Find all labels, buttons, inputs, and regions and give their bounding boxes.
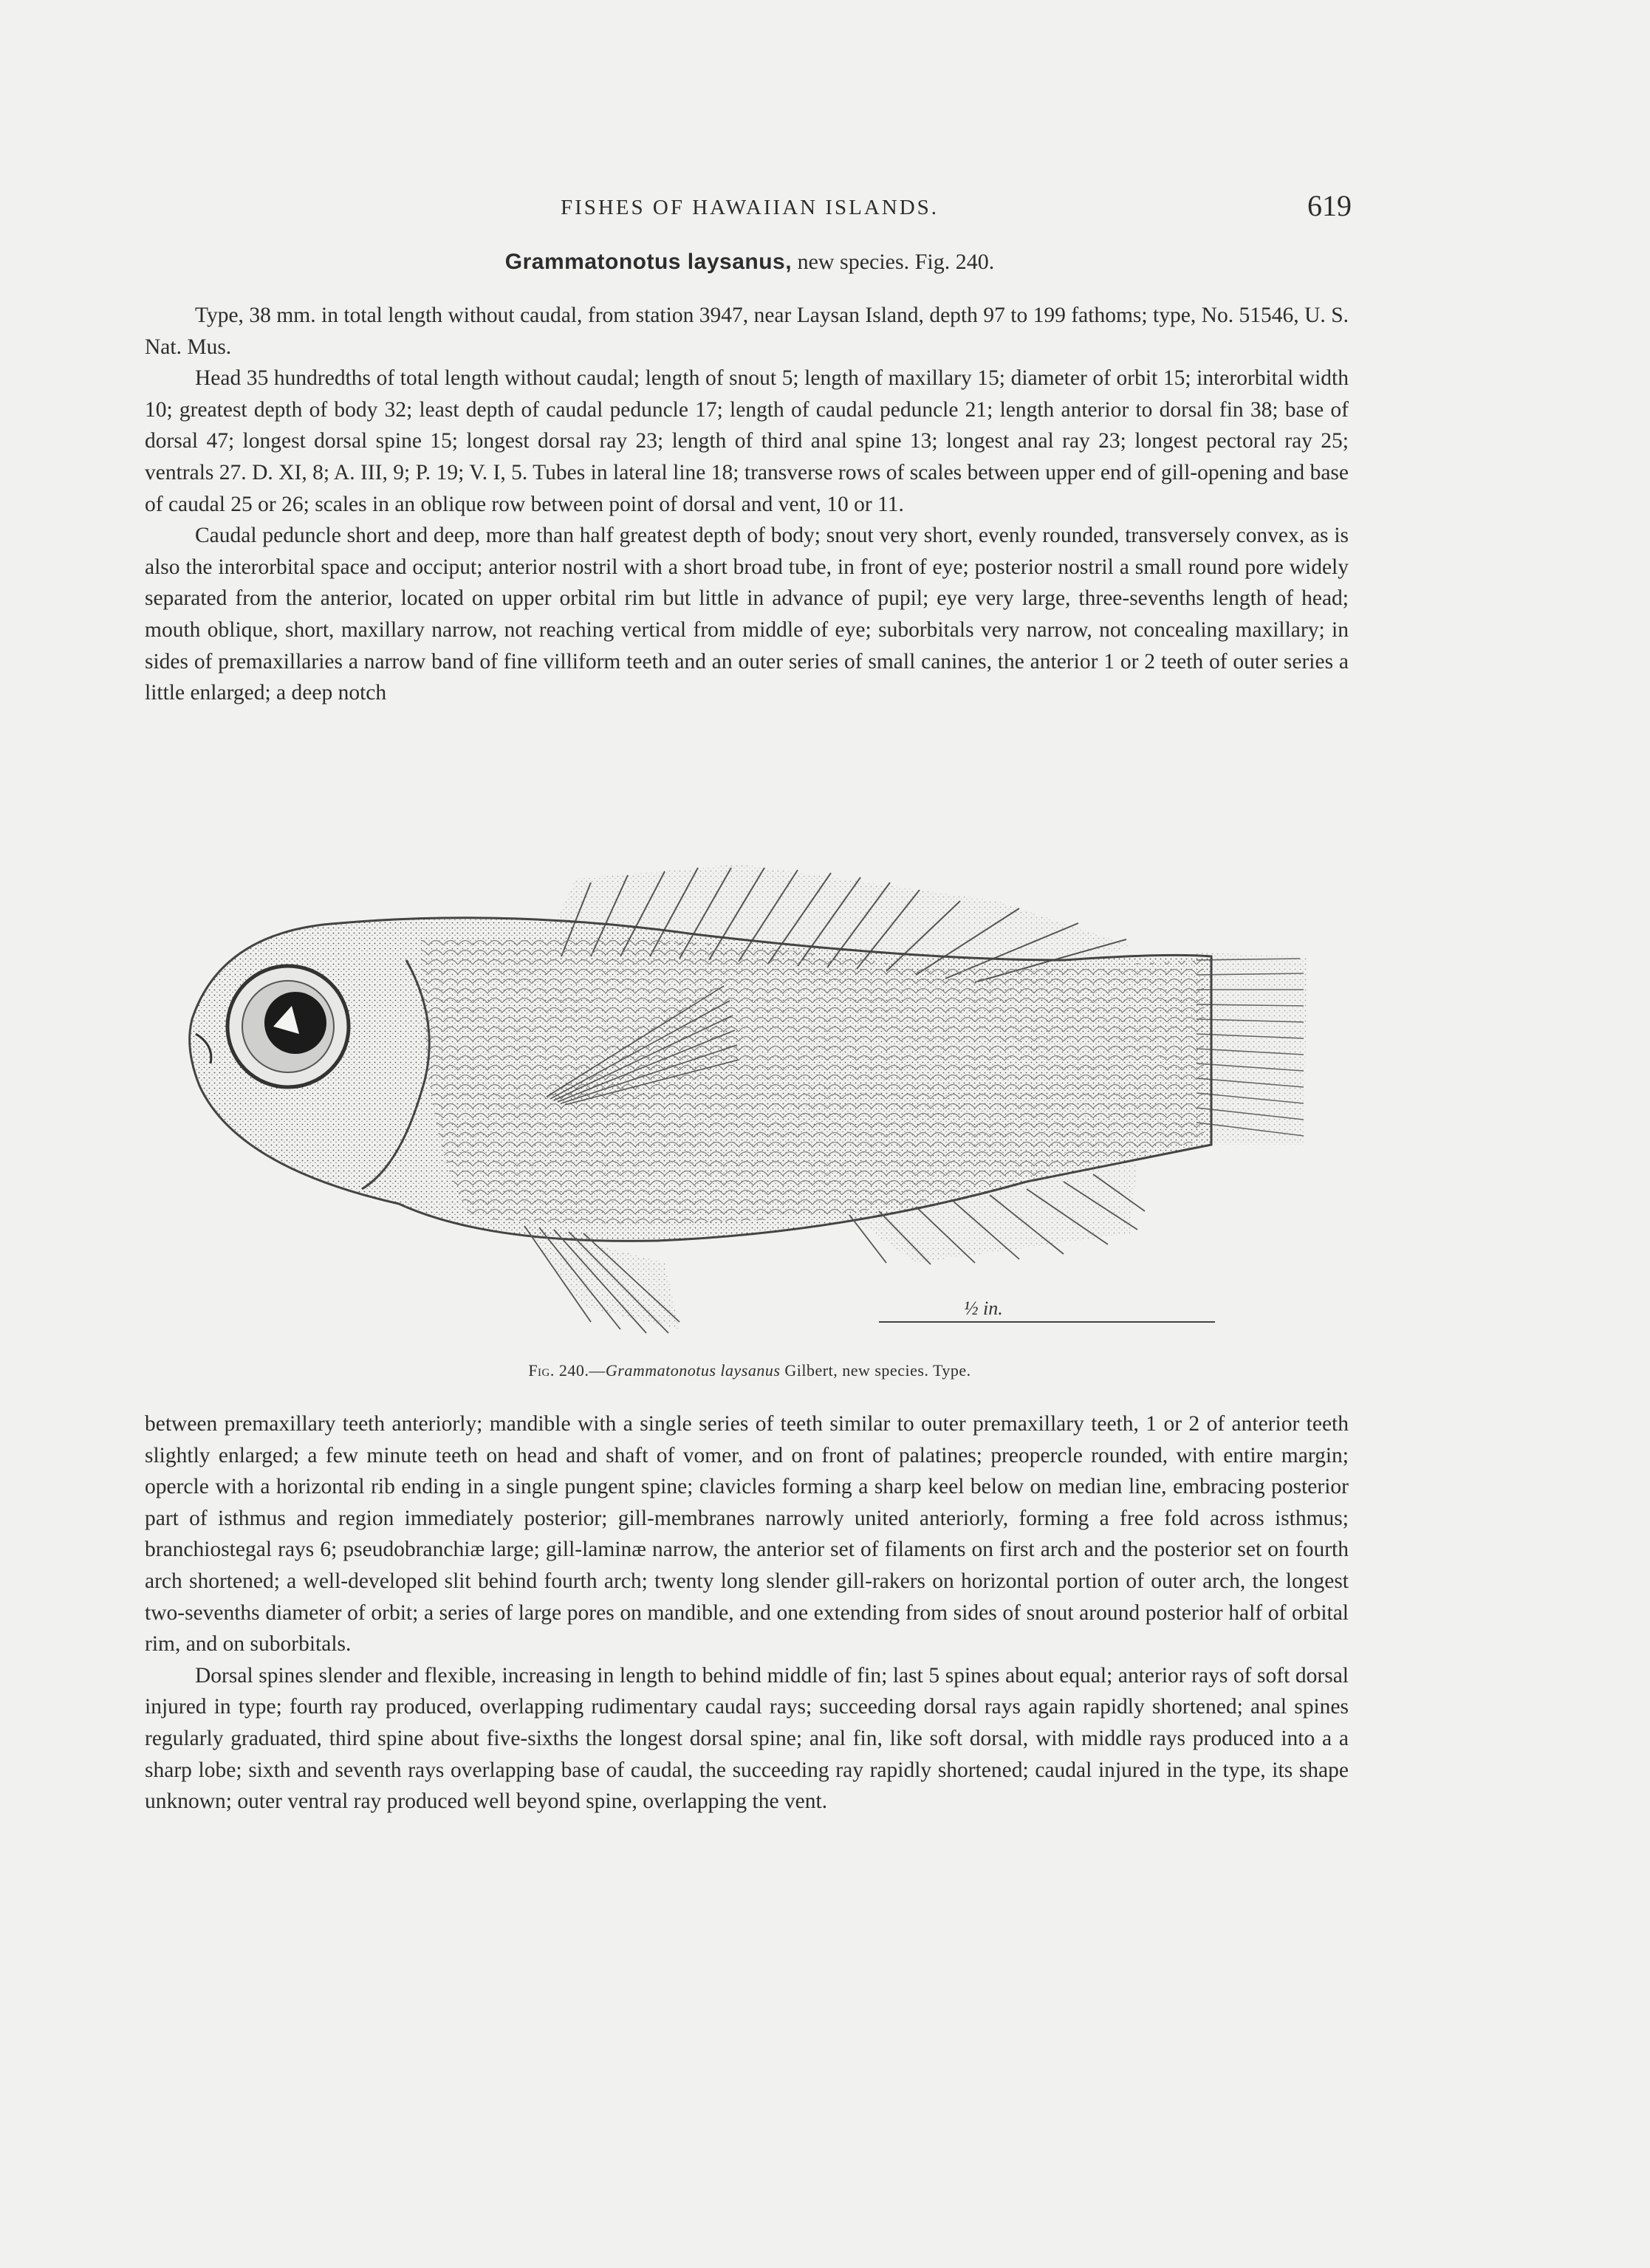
caption-rest: Gilbert, new species. Type. [780,1361,971,1380]
paragraph-type: Type, 38 mm. in total length without caudal, from station 3947, near Laysan Island, depth 97 to 199 fathoms; type, No. 51546, U. S. Nat. Mus. [145,304,1349,359]
caudal-fin [1197,953,1307,1145]
fish-eye [227,966,349,1087]
paragraph-measurements: Head 35 hundredths of total length without caudal; length of snout 5; length of maxillary 15; diameter of orbit 15; interorbital width 10; greatest depth of body 32; least depth of caudal peduncle 17; length of caudal peduncle 21; length anterior to dorsal fin 38; base of dorsal 47; longest dorsal spine 15; longest dorsal ray 23; length of third anal spine 13; longest anal ray 23; longest pectoral ray 25; ventrals 27. D. XI, 8; A. III, 9; P. 19; V. I, 5. Tubes in lateral line 18; transverse rows of scales between upper end of gill-opening and base of caudal 25 or 26; scales in an oblique row between point of dorsal and vent, 10 or 11. [145,366,1349,516]
paragraph-description: Caudal peduncle short and deep, more than half greatest depth of body; snout very short, evenly rounded, transversely convex, as is also the interorbital space and occiput; anterior nostril with a short broad tube, in front of eye; posterior nostril a small round pore widely separated from the anterior, located on upper orbital rim but little in advance of pupil; eye very large, three-sevenths length of head; mouth oblique, short, maxillary narrow, not reaching vertical from middle of eye; suborbitals very narrow, not concealing maxillary; in sides of premaxillaries a narrow band of fine villiform teeth and an outer series of small canines, the anterior 1 or 2 teeth of outer series a little enlarged; a deep notch [145,524,1349,705]
scale-label: ½ in. [964,1298,1003,1319]
paragraph-fins: Dorsal spines slender and flexible, increasing in length to behind middle of fin; last 5 spines about equal; anterior rays of soft dorsal injured in type; fourth ray produced, overlapping rudimentary caudal rays; succeeding dorsal rays again rapidly shortened; anal spines regularly graduated, third spine about five-sixths the longest dorsal spine; anal fin, like soft dorsal, with middle rays produced into a a sharp lobe; sixth and seventh rays overlapping base of caudal, the succeeding ray rapidly shortened; caudal injured in the type, its shape unknown; outer ventral ray produced well beyond spine, overlapping the vent. [145,1663,1349,1814]
running-head [148,188,1352,225]
figure-caption [148,1361,1352,1380]
species-heading-rest: new species. Fig. 240. [792,250,995,274]
caption-species: Grammatonotus laysanus [605,1361,781,1380]
species-heading [148,250,1352,275]
scale-bar [879,1298,1215,1322]
caption-prefix: Fig. 240.— [528,1361,606,1380]
paragraph-continued: between premaxillary teeth anteriorly; mandible with a single series of teeth similar to outer premaxillary teeth, 1 or 2 of anterior teeth slightly enlarged; a few minute teeth on head and shaft of vomer, and on front of palatines; preopercle rounded, with entire margin; opercle with a horizontal rib ending in a single pungent spine; clavicles forming a sharp keel below on median line, embracing posterior part of isthmus and region immediately posterior; gill-membranes narrowly united anteriorly, forming a free fold across isthmus; branchiostegal rays 6; pseudobranchiæ large; gill-laminæ narrow, the anterior set of filaments on first arch and the posterior set on fourth arch shortened; a well-developed slit behind fourth arch; twenty long slender gill-rakers on horizontal portion of outer arch, the longest two-sevenths diameter of orbit; a series of large pores on mandible, and one extending from sides of snout around posterior half of orbital rim, and on suborbitals. [145,1412,1349,1657]
page-number: 619 [1307,189,1352,222]
species-name: Grammatonotus laysanus, [504,250,793,274]
ventral-fin [524,1226,679,1333]
text-block-bottom [145,1408,1349,1818]
fish-illustration [177,849,1329,1366]
running-title: FISHES OF HAWAIIAN ISLANDS. [560,196,939,219]
text-block-top [145,300,1349,709]
